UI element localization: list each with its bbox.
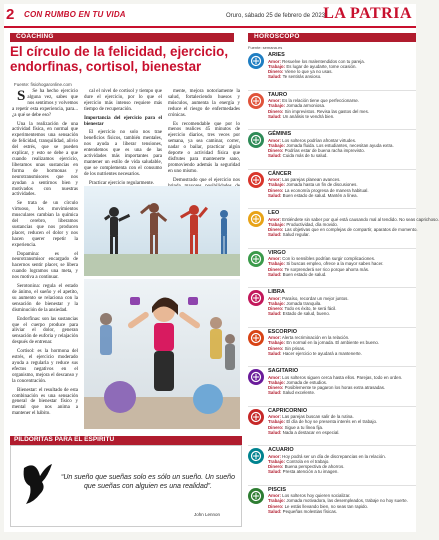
horoscope-divider (248, 366, 416, 367)
horoscope-dinero-text: Sigue a tu línea fija. (284, 424, 324, 430)
horoscope-divider (248, 169, 416, 170)
horoscope-trabajo-text: Jornada fluida. Los estudiantes, necesitan ayuda extra. (286, 142, 394, 148)
article-source: Fuente: fisiohogaronline.com (14, 82, 72, 87)
zodiac-icon (248, 93, 264, 109)
horoscope-salud-line (268, 74, 321, 79)
zodiac-sign-name: VIRGO (268, 249, 286, 256)
horoscope-amor-text: Resuelve los malentendidos con tu pareja. (282, 58, 365, 64)
horoscope-salud-line (268, 469, 339, 474)
horoscope-trabajo-text: Es lugar de ayudarte, tome ocasión. (286, 63, 357, 69)
article-paragraph: Serotonina: regula el estado de ánimo, el sueño y el apetito, su aumento se relaciona con la sensación de bienestar y la disminución de la ansiedad. (12, 284, 78, 313)
horoscope-dinero-label: Dinero: (268, 266, 284, 272)
horoscope-sign (248, 171, 416, 207)
article-column-1 (12, 89, 78, 426)
horoscope-sign (248, 368, 416, 404)
horoscope-salud-text: Pequeñas molestias físicas. (282, 508, 338, 514)
exercise-photo-gym (84, 279, 240, 429)
horoscope-divider (248, 287, 416, 288)
quote-author: John Lennon (194, 512, 221, 517)
article-paragraph: El ejercicio no solo nos trae beneficios físicos, también mentales, nos ayuda a liberar tensiones, entendemos que es una de las actividades más importantes para mantener un estilo de vida saludable, que se complementa con el consumo de los nutrientes necesarios. (84, 130, 162, 177)
article-category-bar (10, 33, 234, 42)
horoscope-salud-label: Salud: (268, 429, 282, 435)
zodiac-icon (248, 290, 264, 306)
horoscope-salud-line (268, 232, 310, 237)
section-title: CON RUMBO EN TU VIDA (24, 10, 126, 19)
horoscope-salud-line (268, 193, 358, 198)
horoscope-salud-label: Salud: (268, 508, 282, 514)
horoscope-trabajo-label: Trabajo: (268, 458, 286, 464)
zodiac-icon (248, 488, 264, 504)
article-category: COACHING (16, 33, 54, 40)
horoscope-trabajo-text: Jornada tranquila. (286, 300, 322, 306)
zodiac-icon (248, 172, 264, 188)
horoscope-dinero-text: La economía progresa de manera habitual. (284, 187, 369, 193)
horoscope-salud-label: Salud: (268, 469, 282, 475)
horoscope-salud-line (268, 430, 340, 435)
horoscope-sign (248, 289, 416, 325)
horoscope-dinero-label: Dinero: (268, 464, 284, 470)
zodiac-icon (248, 251, 264, 267)
horoscope-salud-text: Te sentirás ansioso. (282, 74, 322, 80)
horoscope-sign (248, 329, 416, 365)
horoscope-salud-label: Salud: (268, 232, 282, 238)
horoscope-sign (248, 131, 416, 167)
horoscope-salud-text: Buen estado de salud. (282, 271, 327, 277)
horoscope-trabajo-text: Jornada motivadora, las desempleados, trabaje no hoy suerte. (286, 498, 408, 504)
horoscope-source: Fuente: semana.es (248, 45, 283, 50)
article-paragraph: Es recomendable que por lo menos realices 45 minutos de ejercicio diarios, tres veces por semana, ya sea caminar, correr, nadar o bailar, practicar algún deporte o actividad física que disfrutes para mantenerte sano, promoviendo además la seguridad en uno mismo. (168, 121, 240, 174)
article-column-2 (84, 89, 162, 186)
horoscope-divider (248, 327, 416, 328)
horoscope-dinero-text: Le estás llevando bien, no seas tan rapido. (284, 503, 369, 509)
horoscope-salud-label: Salud: (268, 192, 282, 198)
zodiac-sign-name: TAURO (268, 91, 288, 98)
horoscope-dinero-label: Dinero: (268, 503, 284, 509)
horoscope-salud-text: Cuida más de tu salud. (282, 153, 328, 159)
horoscope-divider (248, 248, 416, 249)
horoscope-dinero-label: Dinero: (268, 345, 284, 351)
horoscope-trabajo-label: Trabajo: (268, 103, 286, 109)
horoscope-trabajo-text: Jornada armoniosa. (286, 103, 326, 109)
horoscope-amor-label: Amor: (268, 295, 281, 301)
zodiac-sign-name: ACUARIO (268, 447, 294, 453)
horoscope-trabajo-text: Productividad, día movido. (286, 221, 339, 227)
article-paragraph: Demostrado que el ejercicio nos (173, 177, 240, 183)
horoscope-trabajo-text: Si buscas empleo, ofrece a la mayor sabes hacer. (286, 261, 384, 267)
article-paragraph: Bienestar: el resultado de esta combinación es una sensación general de bienestar físico y mental que nos anima a mantener el hábito. (12, 387, 78, 417)
horoscope-sign (248, 408, 416, 444)
horoscope-amor-label: Amor: (268, 137, 281, 143)
horoscope-trabajo-text: Jornada de estudios. (286, 379, 328, 385)
horoscope-amor-text: Las parejas planean avances. (282, 177, 341, 182)
article-headline: El círculo de la felicidad, ejercicio, endorfinas, cortisol, bienestar (10, 44, 229, 74)
horoscope-salud-text: Estado de salud, bueno. (282, 311, 331, 317)
horoscope-sign (248, 447, 416, 483)
horoscope-dinero-text: Viene lo que ya no usas. (284, 69, 333, 75)
quote-text: “Un sueño que sueñas solo es sólo un sueño. Un sueño que sueñas con alguien es una realidad”. (61, 474, 235, 490)
page-header (4, 4, 416, 26)
horoscope-trabajo-label: Trabajo: (268, 142, 286, 148)
article-paragraph: cal el nivel de cortisol y tiempo que dure el ejercicio, por lo que el ejercicio más intenso requiere más tiempo de recuperación. (84, 89, 162, 112)
article-paragraph: Una la realización de una actividad física, en normal que experimentemos una sensación de felicidad, tranquilidad, alivio del estrés, que se pueden explicar, y esto se debe a que cuando realizamos ejercicio, liberamos unas sustancias en forma de hormonas y neurotransmisores que nos ayudan a sentirnos bien y motivados con nuestras actividades. (12, 121, 78, 198)
horoscope-dinero-text: Sin prisas. (284, 345, 306, 351)
horoscope-trabajo-label: Trabajo: (268, 221, 286, 227)
horoscope-amor-label: Amor: (268, 216, 281, 222)
horoscope-salud-line (268, 351, 362, 356)
horoscope-amor-text: Las parejas buscan salir de la rutina. (282, 414, 354, 419)
horoscope-dinero-label: Dinero: (268, 424, 284, 430)
article-paragraph: Practicar ejercicio regularmente. (89, 180, 155, 186)
horoscope-trabajo-text: En normal en la jornada. El ambiente es bueno. (286, 340, 380, 346)
horoscope-salud-text: Presta atención a tu imagen. (282, 469, 339, 475)
horoscope-divider (248, 90, 416, 91)
horoscope-salud-label: Salud: (268, 311, 282, 317)
horoscope-salud-text: Un análisis te vendrá bien. (282, 113, 335, 119)
horoscope-salud-label: Salud: (268, 153, 282, 159)
horoscope-trabajo-label: Trabajo: (268, 419, 286, 425)
horoscope-divider (248, 208, 416, 209)
horoscope-dinero-text: Te sorprenderá ser rico porque ahorra más. (284, 266, 370, 272)
horoscope-dinero-text: Podrías estar de buena racha imprevisto. (284, 148, 365, 154)
zodiac-sign-name: ESCORPIO (268, 328, 298, 335)
article-paragraph: S Se ha hecho ejercicio alguna vez, sabes que nos sentimos y volvemos a repetir esta experiencia, para... ¿a qué se debe eso? (12, 88, 78, 118)
article-paragraph: mente, mejora notoriamente la salud, fortaleciendo huesos y músculos, aumenta la energía y reduce el riesgo de enfermedades crónicas. (168, 89, 240, 118)
horoscope-trabajo-label: Trabajo: (268, 340, 286, 346)
zodiac-sign-name: LIBRA (268, 289, 285, 295)
horoscope-trabajo-text: Jornada hasta un fin de discusiones. (286, 182, 358, 188)
horoscope-divider (248, 445, 416, 446)
horoscope-divider (248, 129, 416, 130)
horoscope-salud-label: Salud: (268, 74, 282, 80)
zodiac-icon (248, 53, 264, 69)
horoscope-amor-text: Alerta recriminación en la relación. (281, 335, 350, 340)
horoscope-sign (248, 52, 416, 88)
horoscope-dinero-label: Dinero: (268, 227, 284, 233)
horoscope-dinero-label: Dinero: (268, 385, 284, 391)
horoscope-dinero-text: Buena perspectiva de ahorros. (284, 464, 345, 470)
horoscope-dinero-text: Sin imprevistos. Revisa las gastos del mes. (284, 108, 370, 114)
header-divider (4, 26, 416, 28)
article-subhead: Importancia del ejercicio para el bienestar (84, 115, 162, 127)
horoscope-amor-label: Amor: (268, 335, 281, 340)
horoscope-salud-text: Hacer ejercicio te ayudará a mantenerte. (282, 350, 362, 356)
horoscope-dinero-label: Dinero: (268, 306, 284, 312)
zodiac-sign-name: CÁNCER (268, 170, 292, 177)
zodiac-icon (248, 330, 264, 346)
horoscope-salud-text: Salud regular. (282, 232, 310, 238)
zodiac-icon (248, 448, 264, 464)
article-paragraph: Endorfinas: son las sustancias que el cuerpo produce para aliviar el dolor, generan sensación de euforia y relajación después de entrenar. (12, 316, 78, 346)
horoscope-amor-text: Con lo sensibles podrían surgir complicaciones. (282, 256, 376, 261)
horoscope-trabajo-text: Controla en el trabajo. (286, 458, 330, 464)
horoscope-salud-line (268, 153, 328, 158)
zodiac-sign-name: LEO (268, 210, 280, 216)
newspaper-page (4, 4, 439, 532)
horoscope-divider (248, 406, 416, 407)
horoscope-sign (248, 210, 439, 246)
zodiac-sign-name: ARIES (268, 52, 285, 58)
horoscope-trabajo-label: Trabajo: (268, 261, 286, 267)
horoscope-dinero-label: Dinero: (268, 108, 284, 114)
horoscope-sign (248, 487, 416, 523)
horoscope-trabajo-label: Trabajo: (268, 63, 286, 69)
zodiac-icon (248, 409, 264, 425)
zodiac-icon (248, 211, 264, 227)
horoscope-salud-line (268, 390, 315, 395)
page-number: 2 (6, 6, 15, 23)
zodiac-icon (248, 132, 264, 148)
zodiac-sign-name: GÉMINIS (268, 131, 292, 137)
horoscope-amor-text: Es la relación tiene que perfeccionarse. (282, 98, 360, 103)
horoscope-dinero-text: Posiblemente te pagaron los horas extra atrasadas. (284, 385, 386, 391)
horoscope-salud-line (268, 114, 334, 119)
zodiac-sign-name: PISCIS (268, 486, 287, 493)
horoscope-amor-label: Amor: (268, 177, 281, 182)
issue-date: Oruro, sábado 25 de febrero de 2023 (226, 13, 326, 19)
horoscope-amor-text: Los solteros hoy quieren socializar. (282, 493, 351, 498)
horoscope-sign (248, 250, 416, 286)
horoscope-amor-label: Amor: (268, 453, 281, 459)
horoscope-amor-label: Amor: (268, 98, 281, 103)
horoscope-salud-label: Salud: (268, 271, 282, 277)
horoscope-dinero-label: Dinero: (268, 69, 284, 75)
horoscope-salud-line (268, 272, 326, 277)
drop-cap: S (17, 88, 26, 104)
horoscope-salud-text: Salud excelente. (282, 390, 316, 396)
horoscope-dinero-text: Las objetivas que en complejas de compartir, aparatos de momento. (284, 227, 418, 233)
article-paragraph: Se trata de un círculo virtuoso, los movimientos musculares cambian la química del cerebro, liberamos sustancias que nos producen placer, reducen el dolor y nos hacen querer repetir la experiencia. (12, 201, 78, 248)
horoscope-amor-text: Hoy podrá ser un día de discrepancias en la relación. (282, 453, 386, 459)
zodiac-sign-name: SAGITARIO (268, 368, 299, 374)
zodiac-sign-name: CAPRICORNIO (268, 407, 308, 414)
horoscope-salud-label: Salud: (268, 113, 282, 119)
horoscope-amor-label: Amor: (268, 256, 281, 261)
horoscope-amor-text: Entiéndete sin saber por qué está causando mal al tendido. No seas caprichoso. (282, 216, 439, 222)
horoscope-salud-line (268, 509, 337, 514)
horoscope-amor-label: Amor: (268, 374, 281, 380)
quote-box-title: PILDORITAS PARA EL ESPIRITU (14, 436, 115, 443)
horoscope-amor-label: Amor: (268, 414, 281, 419)
horoscope-divider (248, 485, 416, 486)
horoscope-salud-line (268, 311, 330, 316)
horoscope-dinero-text: Todo es éxito, te será fácil. (284, 306, 337, 312)
horoscope-amor-label: Amor: (268, 58, 281, 64)
horoscope-dinero-label: Dinero: (268, 187, 284, 193)
horoscope-amor-text: Los solteros siguen cerca hasta ellos. Parejas, todo en orden. (282, 374, 403, 380)
dove-icon (20, 458, 54, 508)
horoscope-trabajo-label: Trabajo: (268, 498, 286, 504)
horoscope-salud-label: Salud: (268, 390, 282, 396)
horoscope-title-bar (248, 33, 416, 42)
horoscope-amor-label: Amor: (268, 493, 281, 498)
horoscope-amor-text: Los solteros podrían afrontar virtudes. (282, 137, 357, 143)
horoscope-trabajo-label: Trabajo: (268, 300, 286, 306)
horoscope-sign (248, 92, 416, 128)
horoscope-salud-label: Salud: (268, 350, 282, 356)
horoscope-salud-text: Nada a destacar en especial. (282, 429, 340, 435)
horoscope-title: HORÓSCOPO (254, 33, 300, 40)
horoscope-trabajo-text: El día de hoy se presenta interés en el trabajo. (286, 419, 378, 425)
horoscope-amor-text: Paraíso, recordar un mejor juntos. (282, 295, 349, 301)
exercise-photo-outdoor (84, 186, 240, 276)
zodiac-icon (248, 369, 264, 385)
newspaper-logo: LA PATRIA (323, 5, 412, 22)
horoscope-trabajo-label: Trabajo: (268, 182, 286, 188)
quote-box-title-bar (10, 436, 242, 445)
horoscope-salud-text: Buen estado de salud. Mantén a línea. (282, 192, 358, 198)
article-paragraph: Cortisol: es la hormona del estrés, el ejercicio moderado ayuda a regularla y reduce sus efectos negativos en el organismo, mejora el descanso y la concentración. (12, 349, 78, 384)
horoscope-trabajo-label: Trabajo: (268, 379, 286, 385)
horoscope-dinero-label: Dinero: (268, 148, 284, 154)
article-column-3 (168, 89, 240, 183)
article-paragraph: Dopamina: es el neurotransmisor encargado de hacernos sentir placer, se libera cuando logramos una meta, y nos motiva a continuar. (12, 251, 78, 281)
